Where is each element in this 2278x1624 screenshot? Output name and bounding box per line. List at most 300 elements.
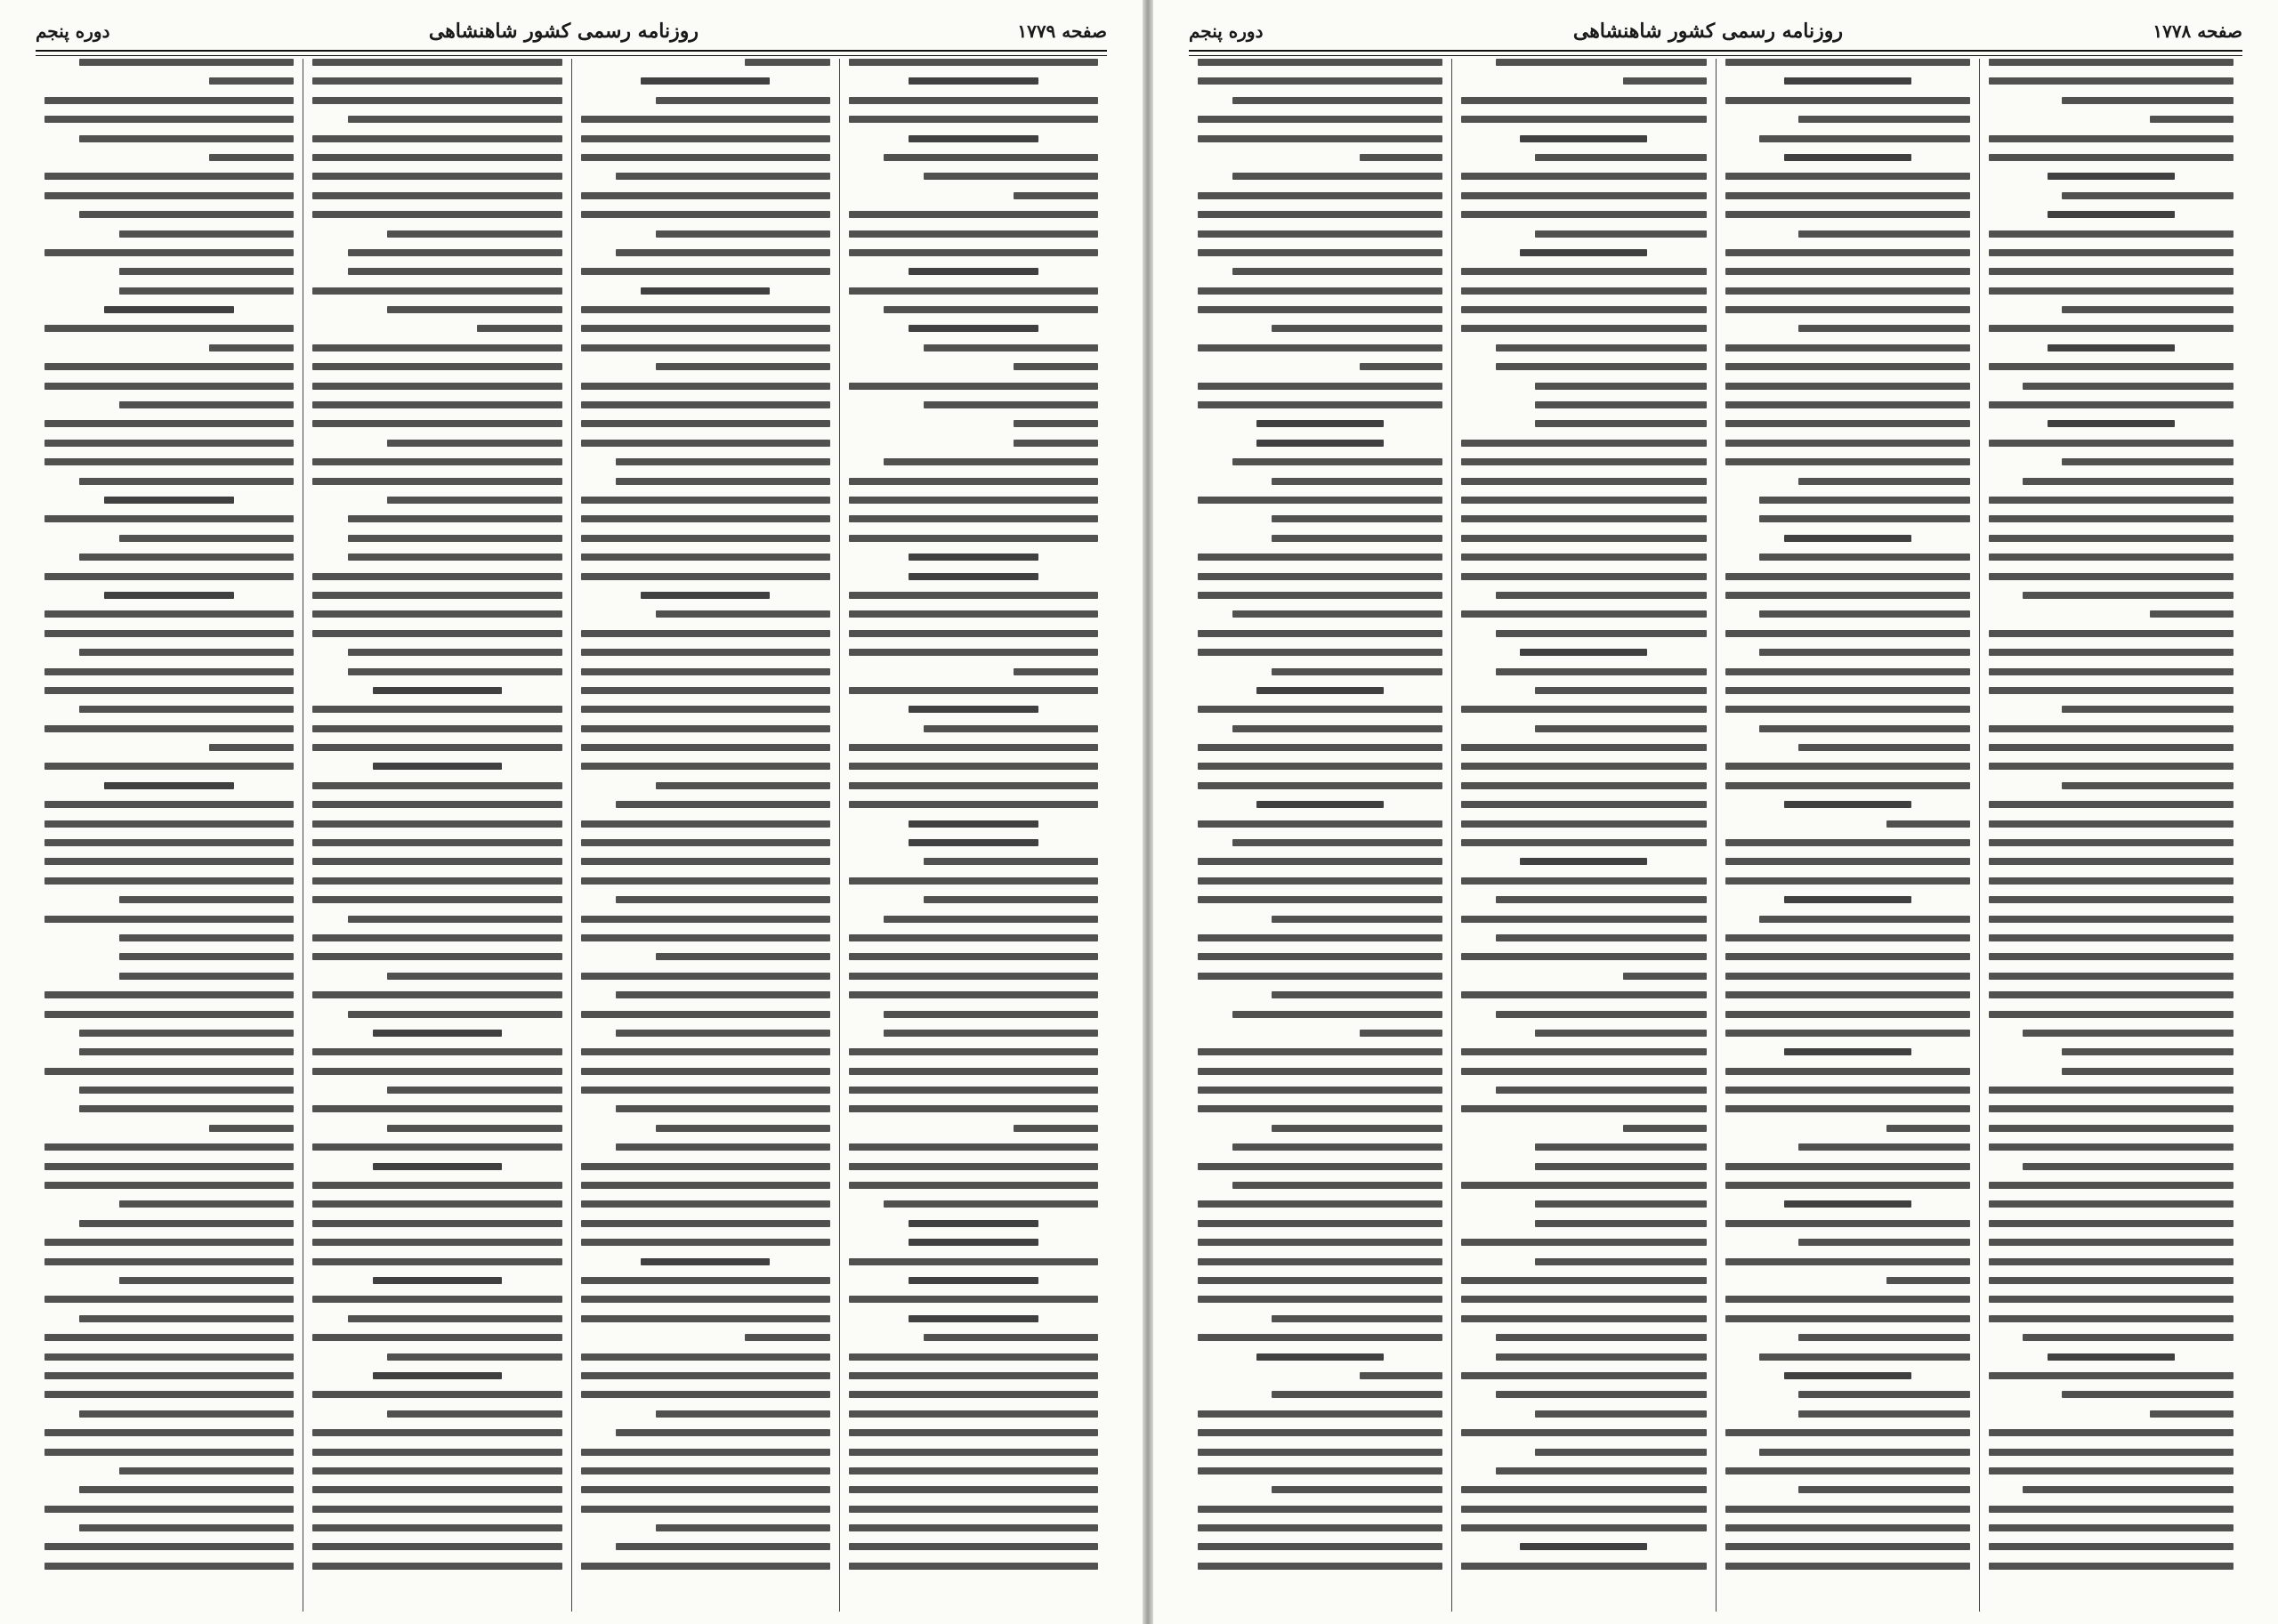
text-line [884,1200,1098,1208]
text-line [1989,77,2234,85]
text-line [1798,116,1970,123]
text-line [1198,1410,1442,1418]
text-line [209,744,294,751]
text-line [104,782,234,789]
text-line [909,268,1038,275]
text-line [1256,420,1384,427]
text-line [1725,1163,1970,1170]
right-page-column [1189,59,1451,1612]
text-line [2150,610,2234,618]
text-line [1272,1315,1443,1322]
text-line [581,135,830,142]
text-line [884,916,1098,923]
text-line [1461,1048,1706,1055]
text-line [581,877,830,885]
text-line [1272,515,1443,522]
text-line [849,249,1098,256]
text-line [1461,916,1706,923]
text-line [1989,763,2234,770]
text-line [1784,77,1911,85]
text-line [1198,1220,1442,1227]
text-line [312,1068,561,1075]
text-line [312,1543,561,1550]
text-line [849,59,1098,66]
text-line [44,839,294,846]
text-line [581,401,830,408]
text-line [849,1353,1098,1361]
text-line [745,59,829,66]
text-line [1535,687,1707,694]
text-line [1198,1200,1442,1208]
text-line [1989,401,2234,408]
text-line [909,1315,1038,1322]
text-line [1461,173,1706,180]
text-line [1784,1372,1911,1379]
text-line [1798,1334,1970,1341]
text-line [79,1105,294,1112]
text-line [581,268,830,275]
text-line [312,154,561,161]
text-line [1232,725,1443,732]
text-line [1759,515,1970,522]
text-line [656,97,830,104]
text-line [1360,154,1443,161]
text-line [1461,953,1706,960]
text-line [581,192,830,199]
text-line [44,725,294,732]
text-line [641,287,771,295]
text-line [656,782,830,789]
text-line [44,1563,294,1570]
text-line [1725,706,1970,713]
text-line [1798,1239,1970,1246]
text-line [44,668,294,675]
text-line [1725,1543,1970,1550]
text-line [1989,839,2234,846]
text-line [849,630,1098,637]
text-line [1725,763,1970,770]
text-line [1989,896,2234,903]
text-line [1725,1011,1970,1018]
text-line [1798,325,1970,332]
text-line [581,1391,830,1398]
text-line [909,573,1038,580]
text-line [1198,1296,1442,1303]
text-line [849,211,1098,218]
right-header-rule [1189,50,2242,56]
text-line [656,610,830,618]
text-line [1461,535,1706,542]
left-page-column [571,59,839,1612]
text-line [1496,363,1707,370]
text-line [312,1486,561,1493]
text-line [1989,1372,2234,1379]
text-line [1198,782,1442,789]
text-line [1198,953,1442,960]
text-line [1535,1143,1707,1151]
text-line [581,440,830,447]
text-line [2023,1030,2234,1037]
text-line [1725,458,1970,465]
text-line [312,782,561,789]
text-line [849,1429,1098,1436]
text-line [104,497,234,504]
text-line [1798,230,1970,238]
text-line [581,383,830,390]
text-line [79,135,294,142]
text-line [1198,497,1442,504]
text-line [924,858,1098,865]
text-line [312,934,561,941]
text-line [581,916,830,923]
text-line [387,1087,561,1094]
text-line [849,497,1098,504]
left-header-rule [36,50,1107,56]
text-line [1725,97,1970,104]
text-line [581,573,830,580]
text-line [581,306,830,313]
text-line [616,249,830,256]
text-line [1272,1486,1443,1493]
text-line [849,1467,1098,1475]
text-line [581,116,830,123]
text-line [1461,1372,1706,1379]
text-line [2048,420,2175,427]
text-line [1520,649,1647,656]
text-line [44,383,294,390]
text-line [1272,478,1443,485]
text-line [849,687,1098,694]
text-line [581,1563,830,1570]
text-line [1784,801,1911,808]
text-line [312,896,561,903]
right-page-header [1189,16,2242,46]
text-line [119,953,294,960]
text-line [1725,573,1970,580]
text-line [1198,553,1442,561]
text-line [1989,916,2234,923]
text-line [1272,916,1443,923]
text-line [119,535,294,542]
text-line [849,801,1098,808]
text-line [849,610,1098,618]
text-line [1461,306,1706,313]
text-line [312,135,561,142]
text-line [1272,1391,1443,1398]
text-line [312,1296,561,1303]
text-line [656,230,830,238]
text-line [1360,1030,1443,1037]
text-line [1461,287,1706,295]
text-line [656,1410,830,1418]
text-line [312,401,561,408]
text-line [119,896,294,903]
text-line [79,1410,294,1418]
text-line [1759,553,1970,561]
text-line [209,154,294,161]
text-line [1725,1258,1970,1265]
text-line [44,877,294,885]
text-line [1496,59,1707,66]
text-line [849,1068,1098,1075]
text-line [2150,1410,2234,1418]
text-line [119,973,294,980]
text-line [1198,877,1442,885]
text-line [1198,1563,1442,1570]
text-line [1198,230,1442,238]
text-line [79,1486,294,1493]
text-line [884,306,1098,313]
text-line [581,687,830,694]
left-page-column [303,59,570,1612]
text-line [581,1239,830,1246]
text-line [44,1068,294,1075]
text-line [1256,801,1384,808]
text-line [2062,1048,2234,1055]
text-line [44,1334,294,1341]
text-line [581,1372,830,1379]
text-line [312,478,561,485]
text-line [581,325,830,332]
text-line [1198,1429,1442,1436]
text-line [1725,858,1970,865]
text-line [616,896,830,903]
left-page-columns [36,59,1107,1612]
text-line [1725,1315,1970,1322]
text-line [1198,59,1442,66]
text-line [119,934,294,941]
text-line [1232,173,1443,180]
text-line [1989,1220,2234,1227]
text-line [1784,1200,1911,1208]
text-line [312,211,561,218]
text-line [849,230,1098,238]
text-line [1272,535,1443,542]
text-line [348,515,562,522]
text-line [2062,1068,2234,1075]
text-line [849,973,1098,980]
text-line [373,1277,503,1284]
left-page-header [36,16,1107,46]
text-line [348,268,562,275]
text-line [312,173,561,180]
text-line [616,1543,830,1550]
text-line [1232,97,1443,104]
text-line [1198,1334,1442,1341]
text-line [581,154,830,161]
text-line [1496,896,1707,903]
text-line [312,458,561,465]
right-page-column [1451,59,1715,1612]
text-line [1198,763,1442,770]
text-line [849,1449,1098,1456]
text-line [373,1372,503,1379]
text-line [1198,77,1442,85]
left-page-title: روزنامه رسمی کشور شاهنشاهی [428,20,699,43]
text-line [1989,649,2234,656]
right-page-column [1979,59,2242,1612]
right-page-title: روزنامه رسمی کشور شاهنشاهی [1572,20,1843,43]
text-line [1725,59,1970,66]
text-line [909,1239,1038,1246]
text-line [44,97,294,104]
text-line [1989,1105,2234,1112]
text-line [1725,268,1970,275]
text-line [312,344,561,351]
text-line [79,706,294,713]
text-line [924,1334,1098,1341]
text-line [1496,1334,1707,1341]
text-line [1989,687,2234,694]
text-line [1535,725,1707,732]
text-line [44,440,294,447]
right-page-column [1716,59,1979,1612]
text-line [924,344,1098,351]
text-line [849,1410,1098,1418]
text-line [849,1105,1098,1112]
text-line [1198,1524,1442,1531]
text-line [581,973,830,980]
text-line [581,1353,830,1361]
text-line [1725,1030,1970,1037]
text-line [79,1315,294,1322]
text-line [312,1239,561,1246]
text-line [2023,1486,2234,1493]
text-line [1725,1105,1970,1112]
text-line [312,1220,561,1227]
text-line [849,97,1098,104]
text-line [1198,973,1442,980]
text-line [1461,515,1706,522]
text-line [1461,325,1706,332]
text-line [1461,877,1706,885]
text-line [1784,154,1911,161]
text-line [312,1048,561,1055]
text-line [1725,173,1970,180]
text-line [1198,858,1442,865]
text-line [1232,268,1443,275]
text-line [849,1391,1098,1398]
text-line [1198,1467,1442,1475]
text-line [312,1258,561,1265]
text-line [1798,744,1970,751]
text-line [387,306,561,313]
text-line [44,1429,294,1436]
text-line [79,478,294,485]
text-line [1461,497,1706,504]
text-line [2062,97,2234,104]
text-line [373,1163,503,1170]
text-line [1725,630,1970,637]
text-line [1725,401,1970,408]
text-line [849,116,1098,123]
text-line [1725,1506,1970,1513]
text-line [1461,706,1706,713]
text-line [1989,573,2234,580]
text-line [1496,1011,1707,1018]
text-line [641,592,771,599]
text-line [1725,1429,1970,1436]
text-line [1989,497,2234,504]
text-line [581,1449,830,1456]
text-line [1798,1391,1970,1398]
text-line [79,59,294,66]
text-line [312,1143,561,1151]
text-line [44,192,294,199]
text-line [1725,192,1970,199]
text-line [884,154,1098,161]
text-line [348,249,562,256]
text-line [1198,1048,1442,1055]
text-line [1725,1296,1970,1303]
text-line [1198,1105,1442,1112]
text-line [1535,401,1707,408]
text-line [1461,268,1706,275]
text-line [849,1372,1098,1379]
text-line [44,573,294,580]
text-line [2023,1334,2234,1341]
text-line [1725,249,1970,256]
text-line [44,1506,294,1513]
right-page-number: صفحه ۱۷۷۸ [2153,20,2242,42]
text-line [581,725,830,732]
text-line [387,497,561,504]
text-line [1725,211,1970,218]
text-line [312,573,561,580]
text-line [1461,116,1706,123]
text-line [581,1220,830,1227]
text-line [1198,135,1442,142]
text-line [44,458,294,465]
text-line [1198,1543,1442,1550]
text-line [1725,839,1970,846]
text-line [616,801,830,808]
text-line [312,592,561,599]
text-line [312,953,561,960]
text-line [1496,668,1707,675]
text-line [616,991,830,998]
text-line [581,553,830,561]
text-line [1461,553,1706,561]
text-line [581,763,830,770]
text-line [1198,383,1442,390]
text-line [312,1449,561,1456]
text-line [1989,1143,2234,1151]
text-line [641,1258,771,1265]
text-line [1989,135,2234,142]
text-line [44,1163,294,1170]
text-line [909,77,1038,85]
text-line [1989,363,2234,370]
text-line [1725,1467,1970,1475]
text-line [581,934,830,941]
text-line [581,839,830,846]
text-line [1989,1239,2234,1246]
text-line [1461,991,1706,998]
text-line [1461,801,1706,808]
text-line [1989,1277,2234,1284]
text-line [849,515,1098,522]
text-line [1725,592,1970,599]
text-line [1461,744,1706,751]
text-line [1725,953,1970,960]
text-line [209,77,294,85]
text-line [581,1296,830,1303]
text-line [1014,192,1098,199]
text-line [312,77,561,85]
text-line [1989,801,2234,808]
text-line [2023,383,2234,390]
